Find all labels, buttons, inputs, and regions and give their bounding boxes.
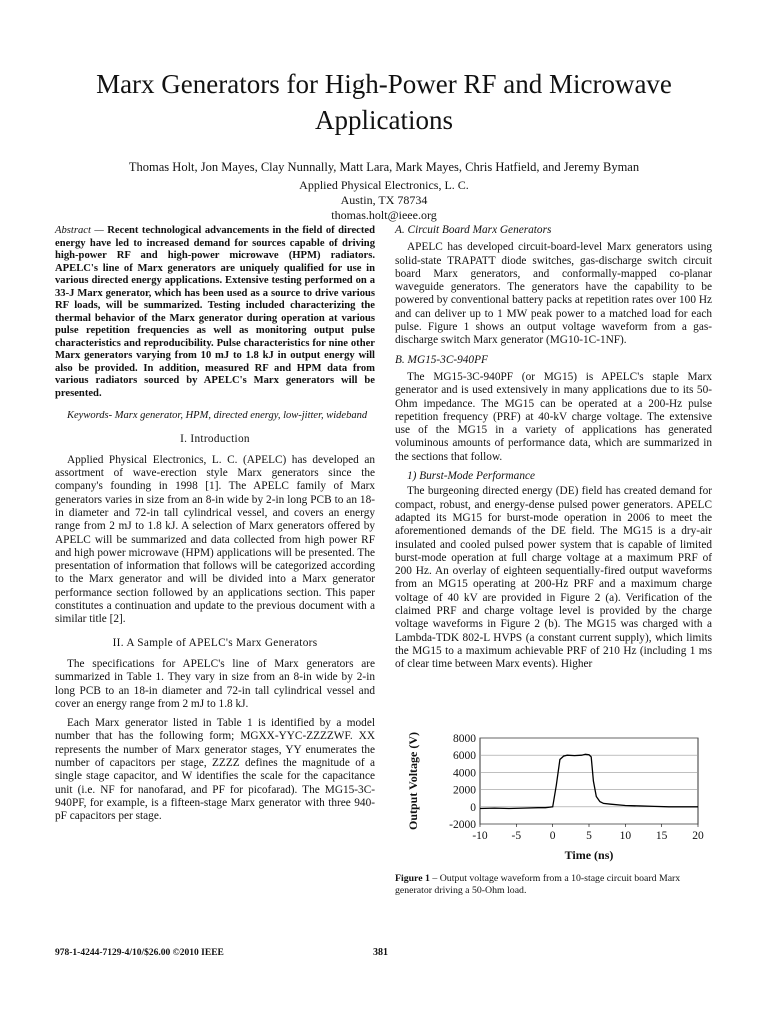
keywords: Keywords- Marx generator, HPM, directed energy, low-jitter, wideband bbox=[67, 410, 368, 421]
figure-1-caption bbox=[395, 873, 715, 897]
burst-mode-paragraph: The burgeoning directed energy (DE) field has created demand for compact, robust, and energy-dense pulsed power generators. APELC adapted its MG15 for burst-mode operation in 2006 to meet the aforementioned demands of the DE field. The MG15 is a dry-air insulated and cooled pulsed power system that is capable of limited burst-mode operation at full charge voltage at a maximum PRF of 200 Hz. An overlay of eighteen sequentially-fired output waveforms from an MG15 operating at 200-Hz PRF and a maximum charge voltage of 40 kV are provided in Figure 2 (a). Verification of the claimed PRF and charge voltage level is provided by the charge voltage waveforms in Figure 2 (b). The MG15 was charged with a Lambda-TDK 802-L HVPS (a constant current supply), which limits the MG15 to a maximum achievable PRF of 210 Hz (including 1 ms of clear time between Marx events). Higher bbox=[395, 485, 712, 671]
affiliation-city: Austin, TX 78734 bbox=[340, 193, 428, 207]
left-column bbox=[55, 225, 375, 830]
subsection-a-heading: A. Circuit Board Marx Generators bbox=[395, 224, 552, 236]
intro-heading: I. Introduction bbox=[180, 432, 250, 445]
x-tick-label: -10 bbox=[472, 830, 488, 842]
copyright-footer: 978-1-4244-7129-4/10/$26.00 ©2010 IEEE bbox=[55, 948, 224, 958]
affiliation bbox=[40, 178, 728, 223]
y-tick-label: 2000 bbox=[453, 784, 476, 797]
y-tick-label: 0 bbox=[470, 801, 476, 814]
y-tick-label: 4000 bbox=[453, 767, 476, 780]
x-tick-label: 15 bbox=[655, 830, 668, 842]
series-line bbox=[480, 754, 698, 808]
y-axis-label: Output Voltage (V) bbox=[406, 731, 420, 831]
abstract bbox=[55, 225, 375, 400]
x-tick-label: -5 bbox=[511, 830, 522, 842]
intro-paragraph: Applied Physical Electronics, L. C. (APELC) has developed an assortment of wave-erection style Marx generators since the company's founding in 1998 [1]. The APELC family of Marx generators varies in size from an 8-in wide by 2-in long PCB to an 18-in diameter and 72-in tall cylindrical vessel, and covers an energy range from 2 mJ to 1.8 kJ. A selection of Marx generators offered by APELC will be summarized and data collected from high power RF and high power microwave (HPM) applications will be presented. The presentation of information that follows will be categorized according to the Marx generator and will be divided into a Marx generator performance section followed by an applications section. This paper constitutes a continuation and update to the previous document with a similar title [2]. bbox=[55, 453, 375, 626]
x-tick-label: 20 bbox=[692, 830, 704, 842]
x-tick-label: 5 bbox=[586, 830, 592, 842]
burst-mode-heading: 1) Burst-Mode Performance bbox=[407, 470, 536, 483]
x-axis-label: Time (ns) bbox=[564, 848, 614, 862]
abstract-text: Recent technological advancements in the field of directed energy have led to increased demand for sources capable of driving high-power RF and high-power microwave (HPM) radiators. APELC's line of Marx generators are uniquely qualified for use in various directed energy applications. Extensive testing performed on a 33-J Marx generator, which has been used as a source to drive various RF loads, will be summarized. Testing included characterizing the thermal behavior of the Marx generator during operation at various pulse repetition frequencies as well as monitoring output pulse characteristics and reproducibility. Pulse characteristics for nine other Marx generators varying from 10 mJ to 1.8 kJ in output energy will also be provided. In addition, measured RF and HPM data from various radiators sourced by APELC's Marx generators will be presented. bbox=[55, 225, 375, 399]
page-number: 381 bbox=[373, 947, 388, 958]
sample-paragraph-1: The specifications for APELC's line of Marx generators are summarized in Table 1. They vary in size from an 8-in wide by 2-in long PCB to an 18-in diameter and 72-in tall cylindrical vessel and cover an energy range from 2 mJ to 1.8 kJ. bbox=[55, 657, 375, 710]
paper-title: Marx Generators for High-Power RF and Microwave Applications bbox=[96, 69, 672, 135]
subsection-b-paragraph: The MG15-3C-940PF (or MG15) is APELC's staple Marx generator and is used extensively in many applications due to its 50-Ohm impedance. The MG15 can be operated at a 200-Hz pulse repetition frequency (PRF) at 40-kV charge voltage. The extensive use of the MG15 in a variety of applications has generated voluminous amounts of performance data, which are summarized in the sections that follow. bbox=[395, 370, 712, 463]
y-tick-label: 8000 bbox=[453, 733, 476, 745]
right-column bbox=[395, 222, 712, 678]
abstract-lead: Abstract — bbox=[55, 225, 104, 236]
x-tick-label: 10 bbox=[619, 830, 632, 842]
figure-label: Figure 1 bbox=[395, 873, 430, 884]
author-list: Thomas Holt, Jon Mayes, Clay Nunnally, Matt Lara, Mark Mayes, Chris Hatfield, and Jeremy Byman bbox=[128, 160, 640, 174]
affiliation-email: thomas.holt@ieee.org bbox=[331, 208, 437, 222]
sample-paragraph-2: Each Marx generator listed in Table 1 is identified by a model number that has the following form; MGXX-YYC-ZZZZWF. XX represents the number of Marx generator stages, YY enumerates the number of capacitors per stage, ZZZZ defines the magnitude of a single stage capacitor, and W identifies the scale for the capacitance unit (i.e. NF for nanofarad, and PF for picofarad). The MG15-3C-940PF, for example, is a fifteen-stage Marx generator with three 940-pF capacitors per stage. bbox=[55, 717, 375, 823]
figure-1-chart bbox=[395, 727, 715, 867]
subsection-a-paragraph: APELC has developed circuit-board-level Marx generators using solid-state TRAPATT diode switches, gas-discharge switch circuit board Marx generators, and conformally-mapped co-planar waveguide generators. The generators have the capability to be powered by conventional battery packs at repetition rates over 100 Hz and can deliver up to 1 MW peak power to a matched load for each pulse. Figure 1 shows an output voltage waveform from a gas-discharge switch Marx generator (MG10-1C-1NF). bbox=[395, 241, 712, 347]
figure-caption-text: – Output voltage waveform from a 10-stage circuit board Marx generator driving a 50-Ohm load. bbox=[395, 873, 681, 896]
sample-heading: II. A Sample of APELC's Marx Generators bbox=[112, 636, 318, 649]
affiliation-org: Applied Physical Electronics, L. C. bbox=[299, 178, 469, 192]
x-tick-label: 0 bbox=[549, 830, 556, 842]
subsection-b-heading: B. MG15-3C-940PF bbox=[395, 353, 488, 366]
chart-svg bbox=[395, 727, 715, 867]
plot-area-frame bbox=[480, 738, 698, 824]
y-tick-label: -2000 bbox=[449, 819, 476, 831]
y-tick-label: 6000 bbox=[453, 750, 476, 763]
